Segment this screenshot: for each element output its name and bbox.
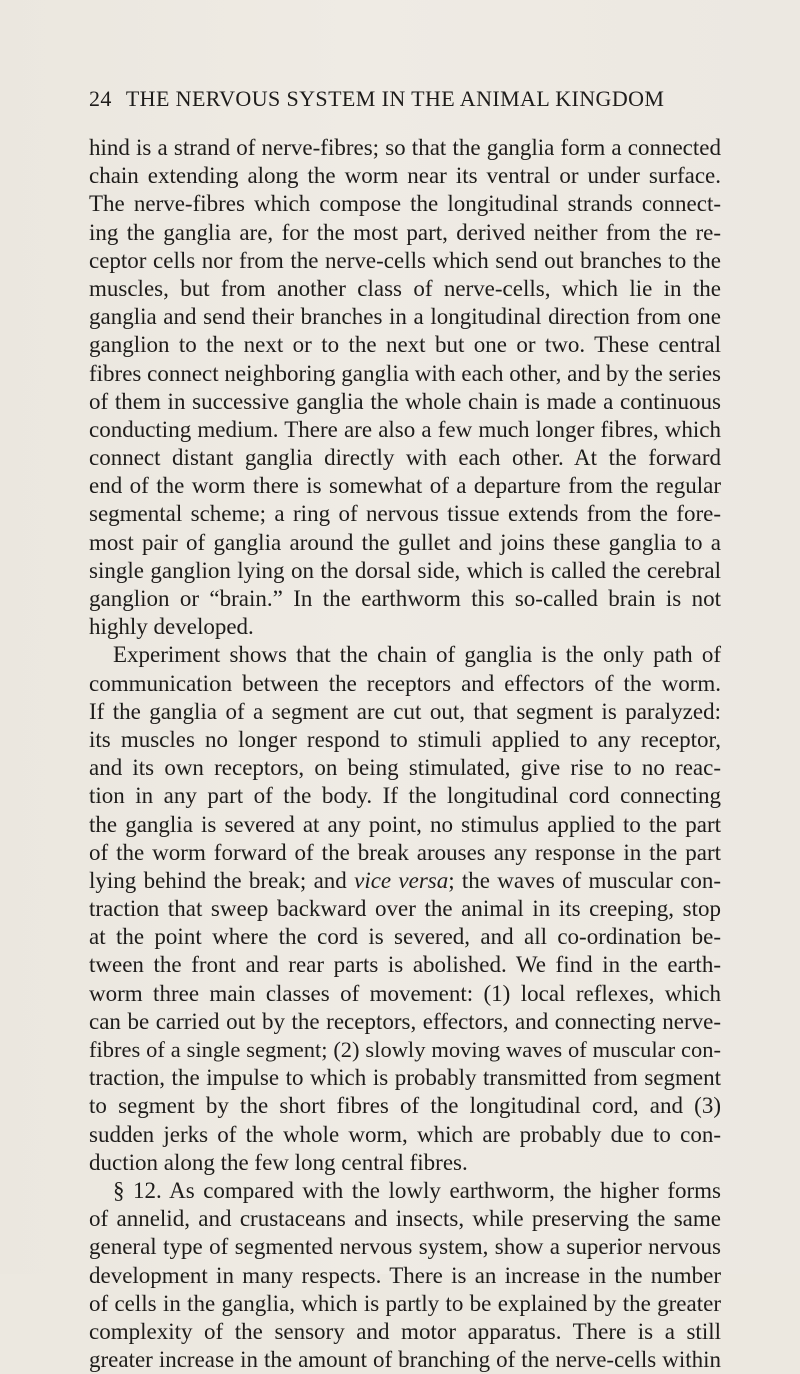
italic-phrase: vice versa xyxy=(354,867,449,893)
text-line: can be carried out by the receptors, effectors, and connecting nerve- xyxy=(89,1008,721,1034)
text-line: most pair of ganglia around the gullet and joins these ganglia to a xyxy=(89,529,721,555)
text-line: Experiment shows that the chain of ganglia is the only path of xyxy=(113,642,721,668)
running-head xyxy=(89,86,729,112)
text-line: to segment by the short fibres of the longitudinal cord, and (3) xyxy=(89,1093,721,1119)
text-line: greater increase in the amount of branching of the nerve-cells within xyxy=(89,1347,721,1373)
page-number: 24 xyxy=(89,86,112,111)
text-line: connect distant ganglia directly with each other. At the forward xyxy=(89,445,721,471)
text-line: ing the ganglia are, for the most part, derived neither from the re- xyxy=(89,219,721,245)
text-line: of annelid, and crustaceans and insects, while preserving the same xyxy=(89,1206,721,1232)
text-line: segmental scheme; a ring of nervous tissue extends from the fore- xyxy=(89,501,721,527)
text-line: its muscles no longer respond to stimuli applied to any receptor, xyxy=(89,726,721,752)
text-line: development in many respects. There is an increase in the number xyxy=(89,1262,721,1288)
body-text xyxy=(89,134,721,1374)
text-line: fibres connect neighboring ganglia with each other, and by the series xyxy=(89,360,722,386)
text-line: conducting medium. There are also a few much longer fibres, which xyxy=(89,416,721,442)
text-line: ganglion to the next or to the next but one or two. These central xyxy=(89,332,721,358)
text-line: of the worm forward of the break arouses any response in the part xyxy=(89,839,721,865)
text-line: fibres of a single segment; (2) slowly moving waves of muscular con- xyxy=(89,1037,721,1062)
text-line: ganglion or “brain.” In the earthworm this so-called brain is not xyxy=(89,586,721,611)
running-head-title: THE NERVOUS SYSTEM IN THE ANIMAL KINGDOM xyxy=(125,86,665,111)
text-line: tween the front and rear parts is abolished. We find in the earth- xyxy=(89,952,721,978)
text-line: duction along the few long central fibres. xyxy=(89,1149,468,1175)
text-line: traction, the impulse to which is probably transmitted from segment xyxy=(89,1065,721,1091)
text-line: hind is a strand of nerve-fibres; so that the ganglia form a connected xyxy=(89,135,721,160)
text-line: lying behind the break; and vice versa; the waves of muscular con- xyxy=(89,867,721,893)
text-line: chain extending along the worm near its ventral or under surface. xyxy=(89,163,721,189)
text-line: If the ganglia of a segment are cut out, that segment is paralyzed: xyxy=(89,698,721,724)
text-line: the ganglia is severed at any point, no stimulus applied to the part xyxy=(89,811,721,837)
text-line: The nerve-fibres which compose the longitudinal strands connect- xyxy=(89,191,721,217)
text-line: end of the worm there is somewhat of a departure from the regular xyxy=(89,473,721,499)
text-line: traction that sweep backward over the animal in its creeping, stop xyxy=(89,896,721,922)
text-line: § 12. As compared with the lowly earthworm, the higher forms xyxy=(113,1177,721,1203)
text-line: of them in successive ganglia the whole chain is made a continuous xyxy=(89,388,721,414)
text-line: single ganglion lying on the dorsal side, which is called the cerebral xyxy=(89,557,721,583)
text-line: of cells in the ganglia, which is partly to be explained by the greater xyxy=(89,1290,721,1316)
text-line: and its own receptors, on being stimulated, give rise to no reac- xyxy=(89,755,721,781)
text-line: general type of segmented nervous system, show a superior nervous xyxy=(89,1234,721,1260)
text-line: worm three main classes of movement: (1) local reflexes, which xyxy=(89,980,721,1006)
text-line: communication between the receptors and effectors of the worm. xyxy=(89,670,721,696)
text-line: sudden jerks of the whole worm, which are probably due to con- xyxy=(89,1121,721,1147)
text-line: complexity of the sensory and motor apparatus. There is a still xyxy=(89,1318,721,1344)
text-line: at the point where the cord is severed, and all co-ordination be- xyxy=(89,924,721,950)
text-line: muscles, but from another class of nerve-cells, which lie in the xyxy=(89,275,721,301)
text-line: ganglia and send their branches in a longitudinal direction from one xyxy=(89,304,721,330)
text-line: tion in any part of the body. If the longitudinal cord connecting xyxy=(89,783,721,809)
text-line: highly developed. xyxy=(89,614,254,640)
text-line: ceptor cells nor from the nerve-cells which send out branches to the xyxy=(89,247,721,273)
